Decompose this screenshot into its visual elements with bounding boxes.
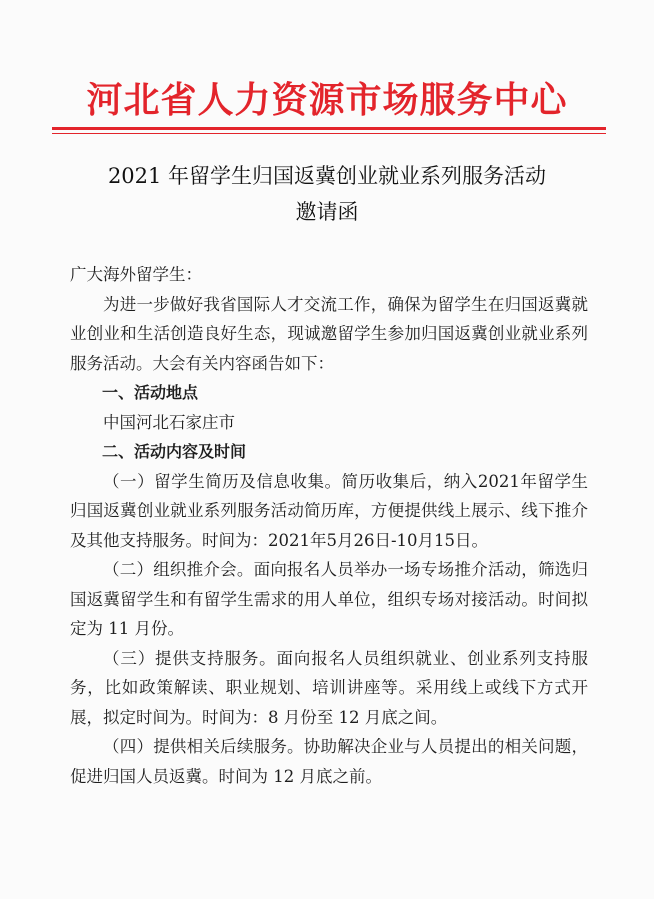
- content-item-3: （三）提供支持服务。面向报名人员组织就业、创业系列支持服务，比如政策解读、职业规划、培训讲座等。采用线上或线下方式开展，拟定时间为。时间为：8 月份至 12 月底之间。: [70, 648, 588, 727]
- content-item-4: （四）提供相关后续服务。协助解决企业与人员提出的相关问题，促进归国人员返冀。时间为 12 月底之前。: [70, 737, 588, 786]
- content-item-2: （二）组织推介会。面向报名人员举办一场专场推介活动，筛选归国返冀留学生和有留学生需求的用人单位，组织专场对接活动。时间拟定为 11 月份。: [70, 560, 588, 638]
- section-heading-location: 一、活动地点: [102, 383, 199, 402]
- document-title: 2021 年留学生归国返冀创业就业系列服务活动: [107, 164, 547, 188]
- document-subtitle: 邀请函: [295, 200, 359, 224]
- header-rule-thick: [52, 127, 606, 130]
- header-rule-thin: [52, 133, 606, 134]
- location-text: 中国河北石家庄市: [103, 412, 235, 432]
- intro-paragraph: 为进一步做好我省国际人才交流工作，确保为留学生在归国返冀就业创业和生活创造良好生态，现诚邀留学生参加归国返冀创业就业系列服务活动。大会有关内容函告如下：: [70, 294, 588, 373]
- document-body: [70, 260, 588, 791]
- organization-header: 河北省人力资源市场服务中心: [86, 79, 568, 121]
- section-heading-content: 二、活动内容及时间: [102, 442, 247, 461]
- content-item-1: （一）留学生简历及信息收集。简历收集后，纳入2021年留学生归国返冀创业就业系列服务活动简历库，方便提供线上展示、线下推介及其他支持服务。时间为：2021年5月26日-10月15日。: [70, 471, 588, 550]
- salutation: 广大海外留学生：: [70, 265, 202, 284]
